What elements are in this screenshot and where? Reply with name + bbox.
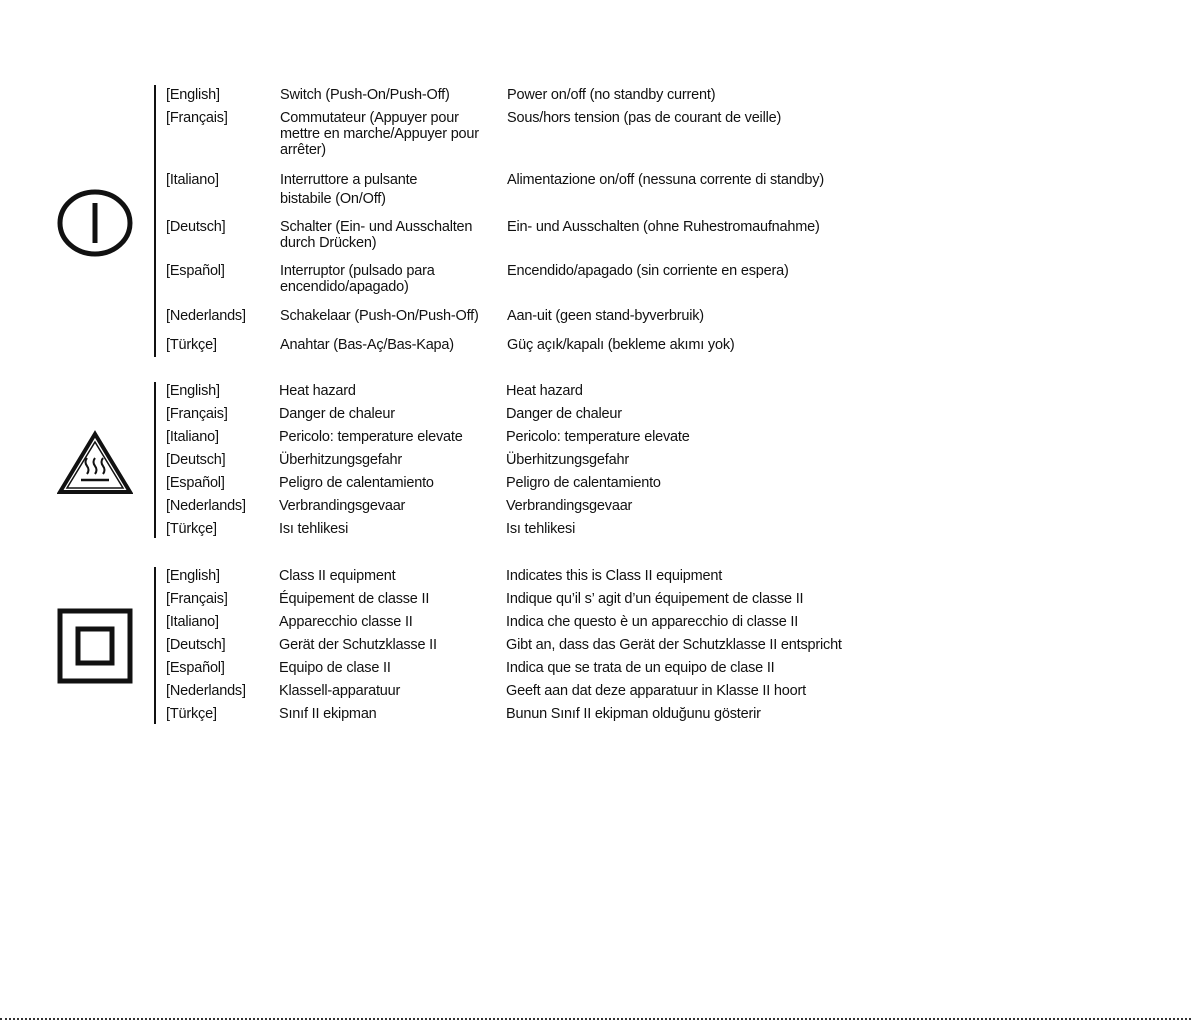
symbol-description: Isı tehlikesi <box>506 521 576 537</box>
symbol-description: Überhitzungsgefahr <box>506 452 629 468</box>
language-label: [Italiano] <box>166 172 219 188</box>
symbol-term: Interruptor (pulsado para encendido/apagado) <box>280 263 435 295</box>
language-label: [English] <box>166 87 220 103</box>
symbol-description: Heat hazard <box>506 383 583 399</box>
symbol-description: Sous/hors tension (pas de courant de veille) <box>507 110 782 126</box>
language-label: [Türkçe] <box>166 706 217 722</box>
language-label: [Nederlands] <box>166 308 246 324</box>
symbol-term: Équipement de classe II <box>279 591 430 607</box>
symbol-description: Aan-uit (geen stand-byverbruik) <box>507 308 704 324</box>
symbol-description: Power on/off (no standby current) <box>507 87 716 103</box>
symbol-description: Alimentazione on/off (nessuna corrente di standby) <box>507 172 824 188</box>
symbol-description: Geeft aan dat deze apparatuur in Klasse II hoort <box>506 683 806 699</box>
symbol-description: Indicates this is Class II equipment <box>506 568 723 584</box>
section-divider <box>154 382 156 538</box>
symbol-description: Güç açık/kapalı (bekleme akımı yok) <box>507 337 735 353</box>
language-label: [Español] <box>166 475 225 491</box>
language-label: [Deutsch] <box>166 452 226 468</box>
symbol-description: Indica che questo è un apparecchio di classe II <box>506 614 799 630</box>
language-label: [Français] <box>166 591 228 607</box>
symbol-description: Indique qu’il s’ agit d’un équipement de classe II <box>506 591 804 607</box>
language-label: [Italiano] <box>166 429 219 445</box>
symbol-term: Schakelaar (Push-On/Push-Off) <box>280 308 479 324</box>
symbol-term: Danger de chaleur <box>279 406 395 422</box>
symbol-term: Schalter (Ein- und Ausschalten durch Drücken) <box>280 219 473 251</box>
symbol-description: Verbrandingsgevaar <box>506 498 633 514</box>
symbol-term: Interruttore a pulsante bistabile (On/Off) <box>280 172 418 207</box>
language-label: [English] <box>166 383 220 399</box>
symbol-term: Equipo de clase II <box>279 660 391 676</box>
symbol-description: Encendido/apagado (sin corriente en espera) <box>507 263 789 279</box>
bottom-edge-rule <box>0 1018 1191 1020</box>
symbol-term: Switch (Push-On/Push-Off) <box>280 87 450 103</box>
class-ii-equipment-icon <box>57 608 133 684</box>
symbol-term: Commutateur (Appuyer pour mettre en marche/Appuyer pour arrêter) <box>280 110 479 158</box>
symbol-term: Isı tehlikesi <box>279 521 349 537</box>
symbol-description: Peligro de calentamiento <box>506 475 661 491</box>
symbol-description: Ein- und Ausschalten (ohne Ruhestromaufnahme) <box>507 219 820 235</box>
symbol-term: Gerät der Schutzklasse II <box>279 637 437 653</box>
symbol-term: Anahtar (Bas-Aç/Bas-Kapa) <box>280 337 454 353</box>
symbol-term: Peligro de calentamiento <box>279 475 434 491</box>
symbol-term: Überhitzungsgefahr <box>279 452 402 468</box>
language-label: [Nederlands] <box>166 498 246 514</box>
language-label: [Türkçe] <box>166 521 217 537</box>
language-label: [Español] <box>166 263 225 279</box>
language-label: [Nederlands] <box>166 683 246 699</box>
symbol-description: Bunun Sınıf II ekipman olduğunu gösterir <box>506 706 761 722</box>
language-label: [Deutsch] <box>166 219 226 235</box>
symbol-term: Klassell-apparatuur <box>279 683 401 699</box>
section-divider <box>154 85 156 357</box>
symbol-description: Indica que se trata de un equipo de clase II <box>506 660 775 676</box>
power-switch-icon <box>57 189 133 257</box>
symbol-term: Sınıf II ekipman <box>279 706 377 722</box>
language-label: [Français] <box>166 110 228 126</box>
symbol-description: Danger de chaleur <box>506 406 622 422</box>
symbol-term: Heat hazard <box>279 383 356 399</box>
language-label: [Türkçe] <box>166 337 217 353</box>
language-label: [Español] <box>166 660 225 676</box>
symbol-term: Class II equipment <box>279 568 396 584</box>
symbol-description: Gibt an, dass das Gerät der Schutzklasse II entspricht <box>506 637 842 653</box>
symbol-description: Pericolo: temperature elevate <box>506 429 690 445</box>
symbol-term: Verbrandingsgevaar <box>279 498 406 514</box>
symbol-term: Pericolo: temperature elevate <box>279 429 463 445</box>
heat-hazard-icon <box>57 430 133 496</box>
symbol-term: Apparecchio classe II <box>279 614 413 630</box>
section-divider <box>154 567 156 724</box>
language-label: [Italiano] <box>166 614 219 630</box>
language-label: [Français] <box>166 406 228 422</box>
language-label: [English] <box>166 568 220 584</box>
language-label: [Deutsch] <box>166 637 226 653</box>
